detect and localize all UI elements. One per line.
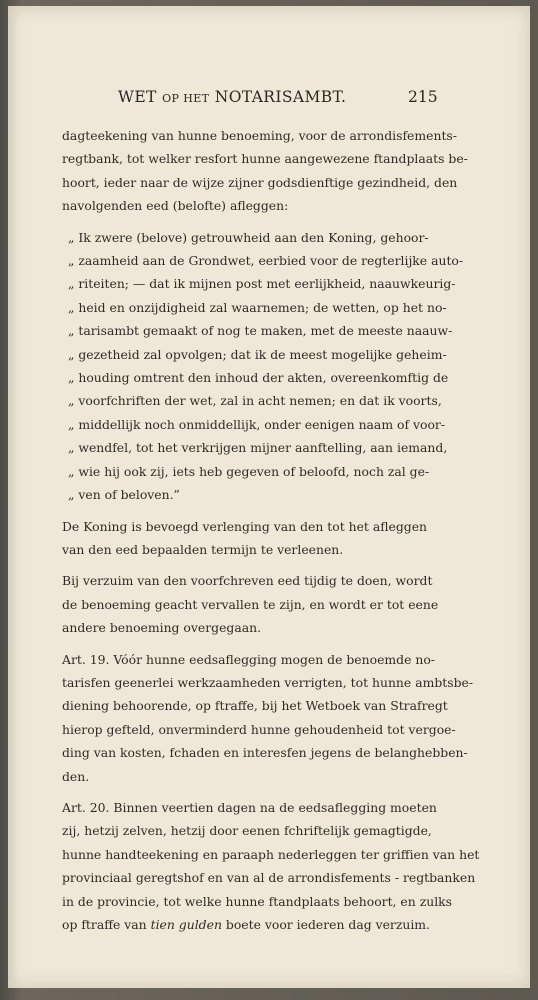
quote-line: „ voorfchriften der wet, zal in acht nemen; en dat ik voorts, [68,393,442,409]
body-text [62,124,480,936]
quote-line: „ heid en onzijdigheid zal waarnemen; de wetten, op het no- [68,299,447,315]
quote-line: „ wendfel, tot het verkrijgen mijner aanftelling, aan iemand, [68,440,448,456]
quote-line: „ gezetheid zal opvolgen; dat ik de meest mogelijke geheim- [68,346,447,362]
page-number: 215 [408,88,438,106]
article-19 [62,648,474,788]
text-line: regtbank, tot welker resfort hunne aangewezene ftandplaats be- [62,151,468,167]
oath-quote [62,226,466,507]
text-segment: boete voor iederen dag verzuim. [225,917,430,932]
text-line: Art. 19. Vóór hunne eedsaflegging mogen de benoemde no- [62,651,435,667]
paragraph-oath-intro [62,124,466,218]
paragraph-extension [62,515,466,562]
quote-line: „ houding omtrent den inhoud der akten, overeenkomftig de [68,370,449,386]
quote-line: „ tarisambt gemaakt of nog te maken, met de meeste naauw- [68,323,453,339]
text-line: hierop gefteld, onverminderd hunne gehoudenheid tot vergoe- [62,721,456,737]
text-line: diening behoorende, op ftraffe, bij het Wetboek van Strafregt [62,698,448,714]
text-line: hunne handteekening en paraaph nederleggen ter griffien van het [62,846,480,862]
text-line-with-italic [62,913,466,936]
text-line: dagteekening van hunne benoeming, voor de arrondisfements- [62,128,457,143]
running-head [118,88,438,106]
quote-line: „ wie hij ook zij, iets heb gegeven of beloofd, noch zal ge- [68,463,430,479]
text-line: Art. 20. Binnen veertien dagen na de eedsaflegging moeten [62,799,437,815]
running-head-main: WET [118,88,157,106]
paragraph-default [62,569,466,639]
quote-line: „ ven of beloven.” [68,487,180,503]
italic-amount: tien gulden [150,917,222,932]
text-segment: op ftraffe van [62,917,147,932]
text-line: Bij verzuim van den voorfchreven eed tijdig te doen, wordt [62,573,433,589]
book-page [8,6,530,988]
text-line: tarisfen geenerlei werkzaamheden verrigten, tot hunne ambtsbe- [62,674,474,690]
text-line: de benoeming geacht vervallen te zijn, en wordt er tot eene [62,596,439,612]
text-line: hoort, ieder naar de wijze zijner godsdienftige gezindheid, den [62,174,458,190]
quote-line: „ riteiten; — dat ik mijnen post met eerlijkheid, naauwkeurig- [68,276,456,292]
text-line: den. [62,768,90,784]
quote-line: „ middellijk noch onmiddellijk, onder eenigen naam of voor- [68,416,446,432]
running-head-rest: NOTARISAMBT. [214,88,347,106]
text-line: provinciaal geregtshof en van al de arrondisfements - regtbanken [62,870,476,886]
text-line: navolgenden eed (belofte) afleggen: [62,198,289,214]
text-line: zij, hetzij zelven, hetzij door eenen fchriftelijk gemagtigde, [62,823,432,839]
text-line: van den eed bepaalden termijn te verleenen. [62,541,344,557]
text-line: ding van kosten, fchaden en interesfen jegens de belanghebben- [62,745,468,761]
quote-line: „ zaamheid aan de Grondwet, eerbied voor de regterlijke auto- [68,253,464,269]
text-line: andere benoeming overgegaan. [62,620,262,636]
text-line: in de provincie, tot welke hunne ftandplaats behoort, en zulks [62,893,453,909]
text-line: De Koning is bevoegd verlenging van den tot het afleggen [62,518,428,534]
running-head-small: OP HET [162,92,210,105]
article-20 [62,796,480,936]
quote-line: „ Ik zwere (belove) getrouwheid aan den Koning, gehoor- [68,229,429,245]
